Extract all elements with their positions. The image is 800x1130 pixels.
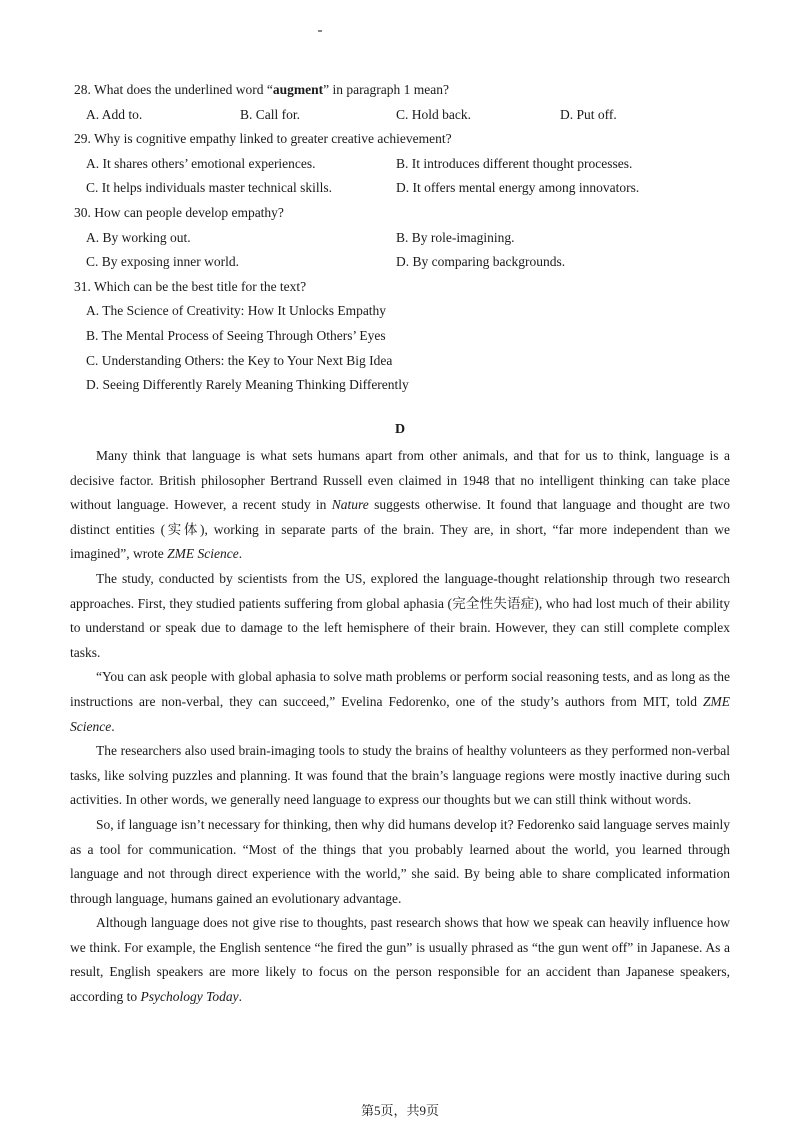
option-c: C. Understanding Others: the Key to Your Next Big Idea	[86, 352, 393, 368]
option-b: B. The Mental Process of Seeing Through Others’ Eyes	[86, 327, 386, 343]
paragraph-1: Many think that language is what sets humans apart from other animals, and that for us to think, language is a decisive factor. British philosopher Bertrand Russell even claimed in 1948 that no intelligent thinking can take place without language. However, a recent study in Nature suggests otherwise. It found that language and thought are two distinct entities (实体), working in separate parts of the brain. They are, in short, “far more independent than we imagined”, wrote ZME Science.	[70, 448, 730, 562]
paragraph-3: “You can ask people with global aphasia to solve math problems or perform social reasoning tests, and as long as the instructions are non-verbal, they can succeed,” Evelina Fedorenko, one of the study’s authors from MIT, told ZME Science.	[70, 669, 730, 734]
section-title: D	[394, 422, 406, 437]
option-a: A. It shares others’ emotional experiences.	[86, 155, 316, 171]
question-30-options-row1	[74, 226, 734, 251]
option-a: A. The Science of Creativity: How It Unlocks Empathy	[86, 303, 387, 319]
paragraph-6: Although language does not give rise to thoughts, past research shows that how we speak can heavily influence how we think. For example, the English sentence “he fired the gun” is usually phrased as “the gun went off” in Japanese. As a result, English speakers are more likely to focus on the person responsible for an accident than Japanese speakers, according to Psychology Today.	[70, 915, 730, 1005]
question-29-options-row2	[74, 176, 734, 201]
page-number: 第5页，共9页	[360, 1103, 439, 1118]
question-block	[74, 78, 734, 398]
option-b: B. Call for.	[240, 106, 300, 122]
question-28-stem: 28. What does the underlined word “augment” in paragraph 1 mean?	[74, 82, 450, 97]
option-c: C. By exposing inner world.	[86, 254, 239, 270]
option-c: C. It helps individuals master technical skills.	[86, 180, 332, 196]
question-30-stem: 30. How can people develop empathy?	[74, 204, 284, 220]
question-28-options	[74, 103, 734, 128]
question-29-options-row1	[74, 152, 734, 177]
paragraph-5: So, if language isn’t necessary for thinking, then why did humans develop it? Fedorenko said language serves mainly as a tool for communication. “Most of the things that you probably learned about the world, you learned through language and not through direct experience with the world,” she said. By being able to share complicated information through language, humans gained an evolutionary advantage.	[70, 816, 730, 906]
option-a: A. By working out.	[86, 229, 191, 245]
option-b: B. By role-imagining.	[396, 229, 515, 245]
option-d: D. By comparing backgrounds.	[396, 254, 566, 270]
underlined-word: augment	[272, 82, 324, 97]
question-30-options-row2	[74, 250, 734, 275]
option-d: D. Put off.	[560, 106, 617, 122]
paragraph-4: The researchers also used brain-imaging tools to study the brains of healthy volunteers as they performed non-verbal tasks, like solving puzzles and planning. It was found that the brain’s language regions were mostly inactive during such activities. In other words, we generally need language to express our thoughts but we can still think without words.	[70, 743, 730, 808]
reading-passage	[70, 444, 730, 1010]
option-a: A. Add to.	[86, 106, 143, 122]
question-31-stem: 31. Which can be the best title for the text?	[74, 278, 307, 294]
question-29-stem: 29. Why is cognitive empathy linked to greater creative achievement?	[74, 131, 452, 147]
paragraph-2: The study, conducted by scientists from the US, explored the language-thought relationship through two research approaches. First, they studied patients suffering from global aphasia (完全性失语症), who had lost much of their ability to understand or speak due to damage to the left hemisphere of their brain. However, they can still complete complex tasks.	[70, 570, 730, 660]
option-d: D. It offers mental energy among innovators.	[396, 180, 640, 196]
option-c: C. Hold back.	[396, 106, 471, 122]
option-d: D. Seeing Differently Rarely Meaning Thinking Differently	[86, 377, 409, 393]
option-b: B. It introduces different thought processes.	[396, 155, 633, 171]
scan-mark	[318, 30, 322, 32]
